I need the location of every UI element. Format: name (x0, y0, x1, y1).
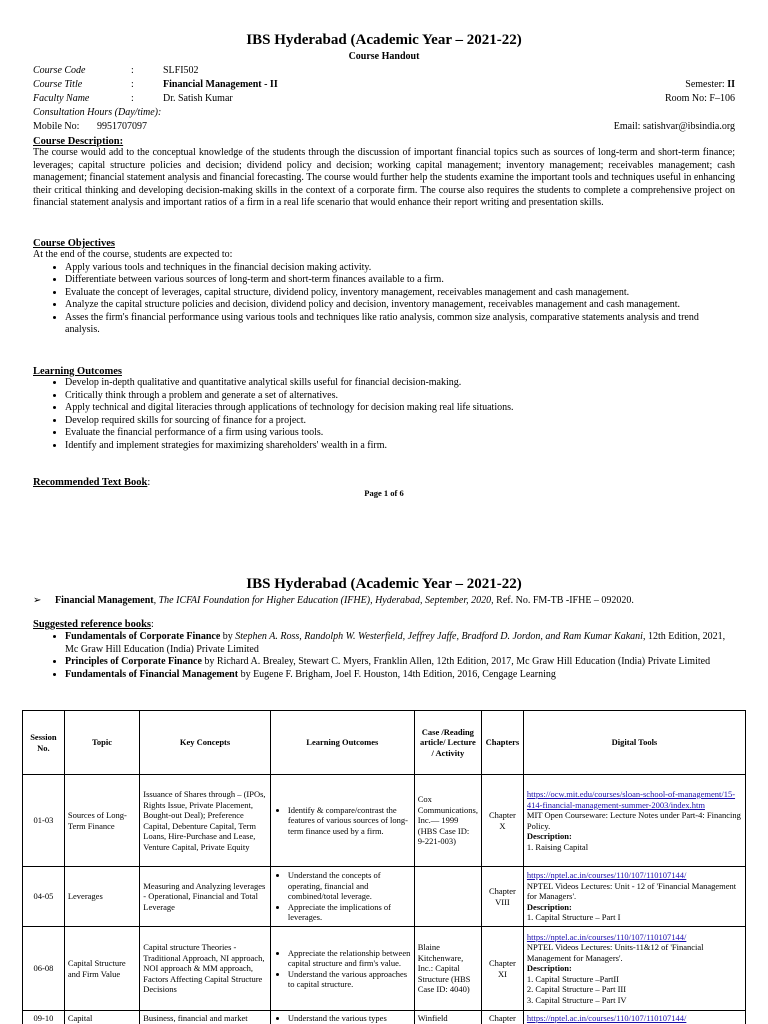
semester-label: Semester: (685, 79, 728, 90)
chapter-cell: Chapter XI (481, 927, 523, 1011)
course-title-label: Course Title (33, 79, 83, 90)
reference-books-list (33, 631, 735, 681)
description-item: 1. Raising Capital (526, 841, 589, 852)
colon: : (131, 79, 134, 90)
table-header: Session No. (23, 711, 65, 775)
session-cell: 04-05 (23, 867, 65, 927)
arrow-bullet-icon: ➢ (33, 595, 42, 606)
resource-link[interactable]: https://ocw.mit.edu/courses/sloan-school-of-management/15-414-financial-management-summer-2003/index.htm (526, 789, 736, 810)
outcomes-cell (270, 1011, 414, 1024)
table-header: Key Concepts (140, 711, 271, 775)
course-title-value: Financial Management - II (163, 79, 278, 90)
mobile-value: 9951707097 (97, 121, 147, 132)
course-objectives-heading: Course Objectives (33, 238, 115, 249)
list-item: • Evaluate the financial performance of a firm using various tools. (65, 427, 735, 440)
chapter-cell: Chapter VIII (481, 867, 523, 927)
course-code-row (33, 64, 735, 77)
course-title-row (33, 78, 735, 91)
room-number: Room No: F–106 (664, 93, 735, 104)
book-details: by Eugene F. Brigham, Joel F. Houston, 14th Edition, 2016, Cengage Learning (238, 668, 556, 680)
list-item: • Analyze the capital structure policies and decision, dividend policy and decision, inventory management, receivables management and cash management. (65, 299, 735, 312)
description-item: 1. Capital Structure – Part I (526, 912, 621, 923)
course-code-value: SLFI502 (163, 65, 199, 76)
page-gap (0, 540, 768, 556)
handout-page-2 (0, 556, 768, 1024)
outcomes-cell (270, 927, 414, 1011)
topic-cell: Leverages (64, 867, 139, 927)
book-details: , 12th Edition, 2021, Mc Graw Hill Education (India) Private Limited (65, 631, 726, 655)
faculty-label: Faculty Name (33, 93, 90, 104)
colon: : (151, 619, 154, 630)
list-item: • Asses the firm's financial performance using various tools and techniques like ratio analysis, common size analysis, comparative statements analysis and trend analysis. (65, 312, 735, 337)
table-header-row (23, 711, 746, 775)
semester-value: II (727, 79, 735, 90)
textbook-heading: Recommended Text Book (33, 477, 148, 488)
contact-row (33, 120, 735, 133)
list-item: • Evaluate the concept of leverages, capital structure, dividend policy, inventory management, receivables management and cash management. (65, 287, 735, 300)
session-plan-table (22, 710, 746, 1024)
table-row (23, 867, 746, 927)
course-objectives-list (33, 262, 735, 337)
digital-tools-cell (523, 775, 745, 867)
digital-tools-cell (523, 927, 745, 1011)
book-by: by (220, 631, 236, 642)
page-subtitle: Course Handout (348, 51, 420, 62)
table-header: Learning Outcomes (270, 711, 414, 775)
consultation-row (33, 106, 735, 119)
concepts-cell: Business, financial and market (140, 1011, 271, 1024)
concepts-cell: Measuring and Analyzing leverages - Operational, Financial and Total Leverage (140, 867, 271, 927)
book-title: Principles of Corporate Finance (65, 656, 202, 667)
chapter-cell: Chapter (481, 1011, 523, 1024)
colon: : (131, 65, 134, 76)
topic-cell: Sources of Long-Term Finance (64, 775, 139, 867)
page-title: IBS Hyderabad (Academic Year – 2021-22) (246, 32, 522, 48)
faculty-row (33, 92, 735, 105)
list-item: • Differentiate between various sources of long-term and short-term finances available to a firm. (65, 274, 735, 287)
table-header: Digital Tools (523, 711, 745, 775)
tool-text: NPTEL Videos Lectures: Unit - 12 of 'Financial Management for Managers'. (526, 880, 737, 902)
textbook-entry (33, 594, 735, 607)
list-item: • Critically think through a problem and generate a set of alternatives. (65, 390, 735, 403)
email: Email: satishvar@ibsindia.org (613, 121, 735, 132)
concepts-cell: Capital structure Theories - Traditional Approach, NI approach, NOI approach & MM approach, Factors Affecting Capital Structure Decisions (140, 927, 271, 1011)
tool-text: MIT Open Courseware: Lecture Notes under Part-4: Financing Policy. (526, 810, 741, 831)
outcomes-cell (270, 775, 414, 867)
case-cell: Cox Communications, Inc.— 1999 (HBS Case ID: 9-221-003) (414, 775, 481, 867)
resource-link[interactable]: https://nptel.ac.in/courses/110/107/110107144/ (526, 1013, 687, 1023)
list-item: • Develop required skills for sourcing of finance for a project. (65, 415, 735, 428)
list-item: • Understand the concepts of operating, financial and combined/total leverage. (288, 870, 411, 902)
tool-text: NPTEL Videos Lectures: Units-11&12 of 'Financial Management for Managers'. (526, 942, 704, 963)
course-description-section (33, 136, 735, 210)
description-label: Description: (526, 901, 572, 912)
table-row (23, 1011, 746, 1024)
book-title: Fundamentals of Corporate Finance (65, 631, 221, 642)
chapter-cell: Chapter X (481, 775, 523, 867)
colon: : (131, 93, 134, 104)
page-number: Page 1 of 6 (364, 488, 404, 498)
reference-books-heading-row (33, 618, 735, 631)
semester (685, 78, 735, 91)
topic-cell: Capital (64, 1011, 139, 1024)
concepts-cell: Issuance of Shares through – (IPOs, Rights Issue, Private Placement, Bought-out Deal); Preference Capital, Debenture Capital, Term Loans, Hire-Purchase and Lease, Venture Capital, Private Equity (140, 775, 271, 867)
list-item: • Appreciate the relationship between capital structure and firm's value. (288, 948, 411, 969)
session-cell: 06-08 (23, 927, 65, 1011)
description-label: Description: (526, 831, 572, 841)
table-header: Chapters (481, 711, 523, 775)
table-row (23, 927, 746, 1011)
list-item: • Identify & compare/contrast the features of various sources of long-term finance used by a firm. (288, 805, 411, 837)
textbook-publisher: , The ICFAI Foundation for Higher Education (IFHE), Hyderabad, September, 2020, (153, 595, 494, 606)
case-cell: Winfield (414, 1011, 481, 1024)
case-cell: Blaine Kitchenware, Inc.: Capital Structure (HBS Case ID: 4040) (414, 927, 481, 1011)
description-label: Description: (526, 963, 572, 974)
table-header: Case /Reading article/ Lecture / Activity (414, 711, 481, 775)
table-row (23, 775, 746, 867)
faculty-value: Dr. Satish Kumar (163, 93, 233, 104)
mobile-label: Mobile No: (33, 121, 80, 132)
digital-tools-cell (523, 1011, 745, 1024)
list-item: • Identify and implement strategies for maximizing shareholders' wealth in a firm. (65, 440, 735, 453)
learning-outcomes-section (33, 366, 735, 452)
list-item: • Apply various tools and techniques in the financial decision making activity. (65, 262, 735, 275)
case-cell (414, 867, 481, 927)
course-description-heading: Course Description: (33, 136, 124, 147)
outcomes-cell (270, 867, 414, 927)
session-cell: 01-03 (23, 775, 65, 867)
list-item (65, 656, 735, 669)
resource-link[interactable]: https://nptel.ac.in/courses/110/107/110107144/ (526, 931, 687, 942)
list-item (65, 669, 735, 682)
session-cell: 09-10 (23, 1011, 65, 1024)
page-title: IBS Hyderabad (Academic Year – 2021-22) (246, 576, 522, 592)
book-authors: Stephen A. Ross, Randolph W. Westerfield, Jeffrey Jaffe, Bradford D. Jordon, and Ram Kumar Kakani (235, 631, 643, 642)
learning-outcomes-heading: Learning Outcomes (33, 366, 122, 377)
course-description-text: The course would add to the conceptual knowledge of the students through the discussion of important financial topics such as sources of long-term and short-term finance; leverages; capital structure policies and decision; dividend policy and decision; working capital management; inventory management; receivables management; cash management; financial statement analysis and financial forecasting. The course would further help the students examine the important tools and techniques useful in enhancing their critical thinking and developing decision-making skills in the context of a corporate firm. The course also requires the students to complete a comprehensive project on financial statement analysis and important ratios of a firm in a real life scenario that would enhance their report writing and presentation skills. (33, 147, 735, 208)
textbook-title: Financial Management (55, 595, 154, 606)
consultation-label: Consultation Hours (Day/time): (33, 107, 162, 118)
course-code-label: Course Code (33, 65, 86, 76)
list-item: • Apply technical and digital literacies through applications of technology for decision making real life situations. (65, 402, 735, 415)
colon: : (147, 477, 151, 488)
description-item: 3. Capital Structure – Part IV (526, 994, 627, 1005)
list-item: • Appreciate the implications of leverages. (288, 902, 411, 923)
learning-outcomes-list (33, 377, 735, 452)
book-details: by Richard A. Brealey, Stewart C. Myers, Franklin Allen, 12th Edition, 2017, Mc Graw Hill Education (India) Private Limited (201, 656, 711, 667)
textbook-ref: Ref. No. FM-TB -IFHE – 092020. (493, 595, 634, 606)
description-item: 2. Capital Structure – Part III (526, 984, 627, 995)
digital-tools-cell (523, 867, 745, 927)
course-objectives-intro: At the end of the course, students are expected to: (33, 249, 233, 260)
book-title: Fundamentals of Financial Management (65, 668, 239, 680)
list-item (65, 631, 735, 656)
reference-books-section (33, 618, 735, 681)
reference-books-heading: Suggested reference books (33, 619, 152, 630)
course-objectives-section (33, 238, 735, 337)
table-header: Topic (64, 711, 139, 775)
topic-cell: Capital Structure and Firm Value (64, 927, 139, 1011)
list-item: • Understand the various types (288, 1013, 411, 1024)
list-item: • Understand the various approaches to capital structure. (288, 969, 411, 990)
list-item: • Develop in-depth qualitative and quantitative analytical skills useful for financial decision-making. (65, 377, 735, 390)
resource-link[interactable]: https://nptel.ac.in/courses/110/107/110107144/ (526, 870, 687, 881)
description-item: 1. Capital Structure –PartII (526, 973, 619, 984)
